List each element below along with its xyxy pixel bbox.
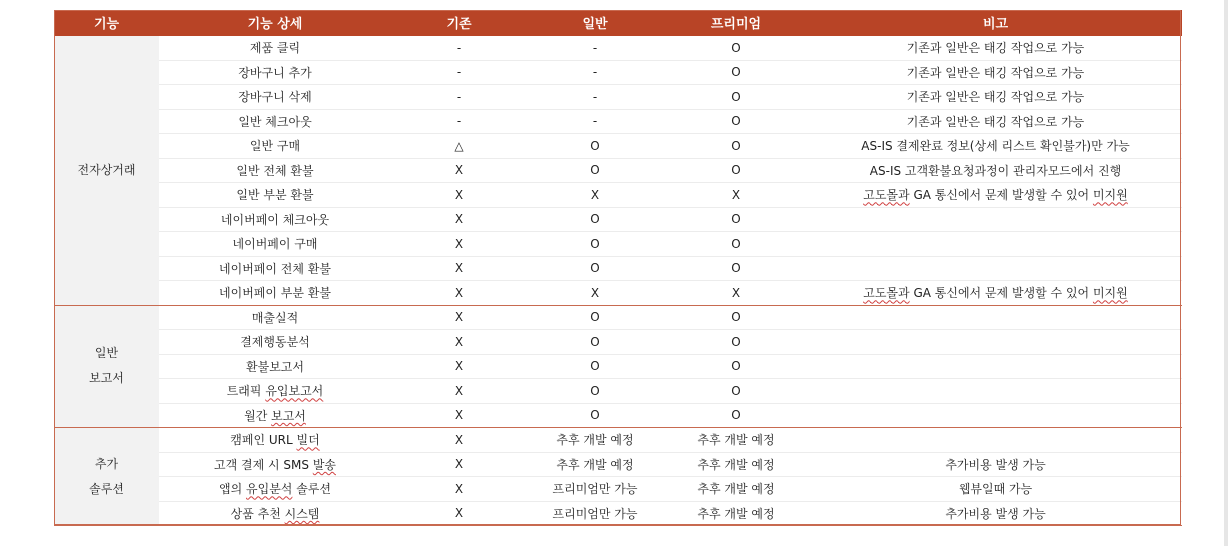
table-row: [54, 256, 1182, 281]
category-cell: 전자상거래: [54, 36, 159, 306]
general-cell: 추후 개발 예정: [527, 428, 663, 453]
existing-cell: -: [391, 36, 527, 61]
note-cell: [809, 330, 1182, 355]
table-row: [54, 60, 1182, 85]
general-cell: 추후 개발 예정: [527, 452, 663, 477]
header-premium: 프리미엄: [663, 10, 809, 36]
general-cell: O: [527, 354, 663, 379]
premium-cell: O: [663, 379, 809, 404]
note-cell: AS-IS 고객환불요청과정이 관리자모드에서 진행: [809, 158, 1182, 183]
general-cell: 프리미엄만 가능: [527, 477, 663, 502]
feature-comparison-table: [54, 10, 1182, 526]
table-row: [54, 232, 1182, 257]
detail-cell: 일반 전체 환불: [159, 158, 391, 183]
general-cell: O: [527, 232, 663, 257]
detail-cell: 결제행동분석: [159, 330, 391, 355]
existing-cell: X: [391, 305, 527, 330]
note-cell: [809, 354, 1182, 379]
premium-cell: O: [663, 207, 809, 232]
existing-cell: X: [391, 477, 527, 502]
premium-cell: 추후 개발 예정: [663, 452, 809, 477]
general-cell: O: [527, 403, 663, 428]
detail-cell: 장바구니 삭제: [159, 85, 391, 110]
existing-cell: X: [391, 232, 527, 257]
general-cell: O: [527, 158, 663, 183]
existing-cell: X: [391, 281, 527, 306]
detail-cell: 장바구니 추가: [159, 60, 391, 85]
note-cell: 웹뷰일때 가능: [809, 477, 1182, 502]
note-cell: 기존과 일반은 태깅 작업으로 가능: [809, 85, 1182, 110]
table-row: [54, 452, 1182, 477]
note-cell: [809, 232, 1182, 257]
existing-cell: X: [391, 158, 527, 183]
table-row: [54, 85, 1182, 110]
detail-cell: 트래픽 유입보고서: [159, 379, 391, 404]
note-cell: [809, 305, 1182, 330]
note-cell: [809, 403, 1182, 428]
premium-cell: 추후 개발 예정: [663, 477, 809, 502]
existing-cell: X: [391, 330, 527, 355]
note-cell: 고도몰과 GA 통신에서 문제 발생할 수 있어 미지원: [809, 183, 1182, 208]
existing-cell: X: [391, 183, 527, 208]
premium-cell: O: [663, 109, 809, 134]
table-row: [54, 501, 1182, 526]
note-cell: AS-IS 결제완료 정보(상세 리스트 확인불가)만 가능: [809, 134, 1182, 159]
existing-cell: -: [391, 60, 527, 85]
existing-cell: -: [391, 109, 527, 134]
premium-cell: O: [663, 305, 809, 330]
premium-cell: 추후 개발 예정: [663, 501, 809, 526]
note-cell: [809, 379, 1182, 404]
detail-cell: 네이버페이 구매: [159, 232, 391, 257]
existing-cell: X: [391, 256, 527, 281]
scrollbar-track[interactable]: [1224, 0, 1228, 546]
detail-cell: 캠페인 URL 빌더: [159, 428, 391, 453]
premium-cell: X: [663, 281, 809, 306]
table-row: [54, 207, 1182, 232]
table-row: [54, 305, 1182, 330]
existing-cell: X: [391, 428, 527, 453]
existing-cell: X: [391, 501, 527, 526]
general-cell: -: [527, 85, 663, 110]
note-cell: 고도몰과 GA 통신에서 문제 발생할 수 있어 미지원: [809, 281, 1182, 306]
general-cell: O: [527, 207, 663, 232]
table-row: [54, 36, 1182, 61]
table-row: [54, 403, 1182, 428]
table-row: [54, 281, 1182, 306]
table-row: [54, 354, 1182, 379]
note-cell: 추가비용 발생 가능: [809, 452, 1182, 477]
premium-cell: O: [663, 158, 809, 183]
detail-cell: 앱의 유입분석 솔루션: [159, 477, 391, 502]
category-cell: 일반 보고서: [54, 305, 159, 428]
detail-cell: 네이버페이 전체 환불: [159, 256, 391, 281]
existing-cell: X: [391, 403, 527, 428]
general-cell: O: [527, 256, 663, 281]
premium-cell: O: [663, 36, 809, 61]
note-cell: [809, 428, 1182, 453]
detail-cell: 일반 구매: [159, 134, 391, 159]
general-cell: O: [527, 379, 663, 404]
general-cell: 프리미엄만 가능: [527, 501, 663, 526]
general-cell: X: [527, 183, 663, 208]
detail-cell: 제품 클릭: [159, 36, 391, 61]
existing-cell: X: [391, 354, 527, 379]
premium-cell: O: [663, 232, 809, 257]
note-cell: [809, 207, 1182, 232]
table-body: [54, 36, 1182, 526]
general-cell: -: [527, 60, 663, 85]
general-cell: -: [527, 36, 663, 61]
premium-cell: O: [663, 60, 809, 85]
general-cell: -: [527, 109, 663, 134]
premium-cell: O: [663, 85, 809, 110]
detail-cell: 월간 보고서: [159, 403, 391, 428]
general-cell: O: [527, 134, 663, 159]
table-row: [54, 477, 1182, 502]
general-cell: O: [527, 305, 663, 330]
premium-cell: O: [663, 134, 809, 159]
note-cell: [809, 256, 1182, 281]
general-cell: X: [527, 281, 663, 306]
table-row: [54, 330, 1182, 355]
table-row: [54, 134, 1182, 159]
header-general: 일반: [527, 10, 663, 36]
detail-cell: 네이버페이 부분 환불: [159, 281, 391, 306]
premium-cell: O: [663, 330, 809, 355]
detail-cell: 일반 체크아웃: [159, 109, 391, 134]
note-cell: 추가비용 발생 가능: [809, 501, 1182, 526]
header-existing: 기존: [391, 10, 527, 36]
table-header: [54, 10, 1182, 36]
header-note: 비고: [809, 10, 1182, 36]
table-row: [54, 109, 1182, 134]
header-feature: 기능: [54, 10, 159, 36]
detail-cell: 환불보고서: [159, 354, 391, 379]
detail-cell: 고객 결제 시 SMS 발송: [159, 452, 391, 477]
note-cell: 기존과 일반은 태깅 작업으로 가능: [809, 109, 1182, 134]
existing-cell: △: [391, 134, 527, 159]
category-cell: 추가 솔루션: [54, 428, 159, 526]
table-row: [54, 428, 1182, 453]
table-row: [54, 183, 1182, 208]
detail-cell: 매출실적: [159, 305, 391, 330]
premium-cell: O: [663, 354, 809, 379]
detail-cell: 네이버페이 체크아웃: [159, 207, 391, 232]
existing-cell: X: [391, 207, 527, 232]
table-row: [54, 158, 1182, 183]
note-cell: 기존과 일반은 태깅 작업으로 가능: [809, 60, 1182, 85]
header-feature-detail: 기능 상세: [159, 10, 391, 36]
premium-cell: X: [663, 183, 809, 208]
premium-cell: 추후 개발 예정: [663, 428, 809, 453]
table-row: [54, 379, 1182, 404]
note-cell: 기존과 일반은 태깅 작업으로 가능: [809, 36, 1182, 61]
existing-cell: -: [391, 85, 527, 110]
general-cell: O: [527, 330, 663, 355]
existing-cell: X: [391, 452, 527, 477]
existing-cell: X: [391, 379, 527, 404]
header-row: [54, 10, 1182, 36]
premium-cell: O: [663, 403, 809, 428]
premium-cell: O: [663, 256, 809, 281]
detail-cell: 상품 추천 시스템: [159, 501, 391, 526]
detail-cell: 일반 부분 환불: [159, 183, 391, 208]
